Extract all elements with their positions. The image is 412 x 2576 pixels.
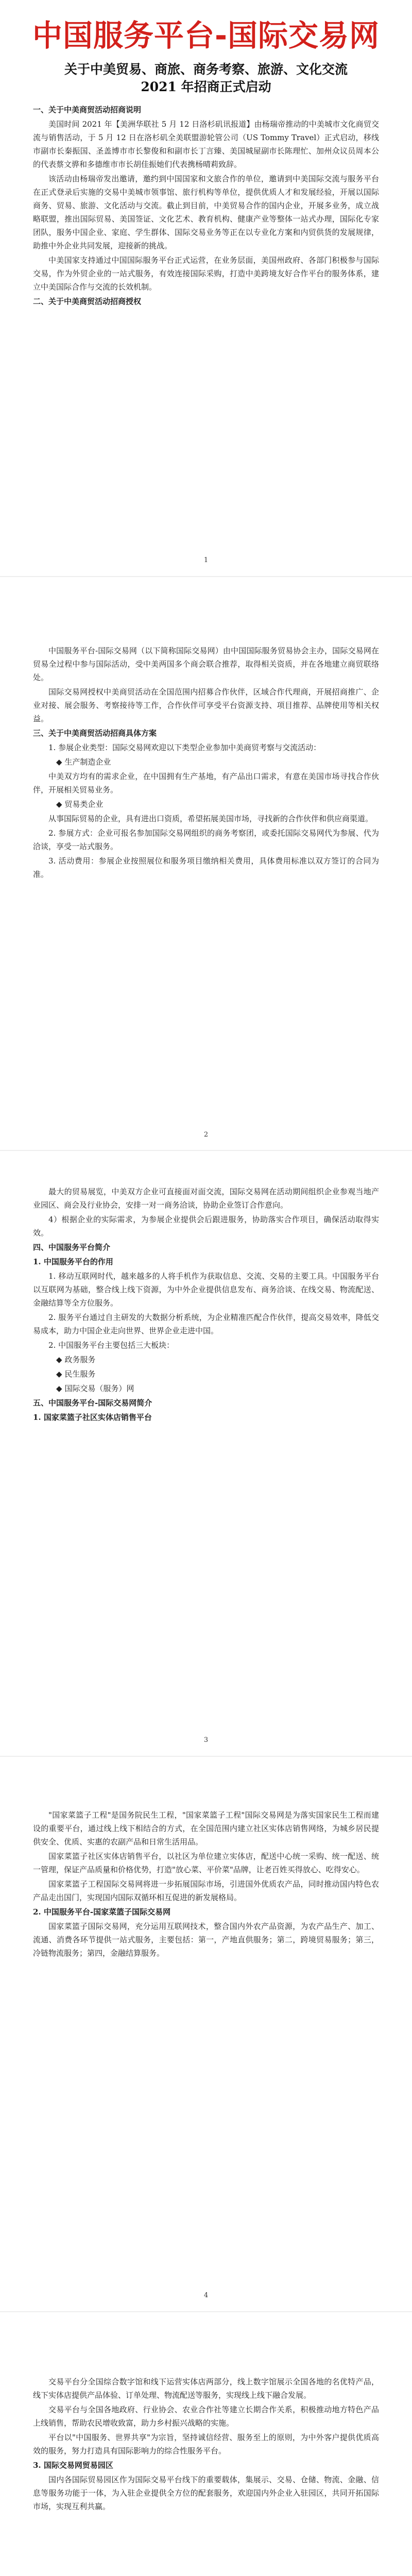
paragraph: 4）根据企业的实际需求，为参展企业提供会后跟进服务，协助落实合作项目，确保活动取得实效。: [33, 1215, 379, 1238]
bullet-item: ◆ 贸易类企业: [56, 800, 104, 809]
page-number: 1: [203, 556, 209, 564]
paragraph: 国内各国际贸易园区作为国际交易平台线下的重要载体，集展示、交易、仓储、物流、金融、信息等服务功能于一体，为入驻企业提供全方位的配套服务，欢迎国内外企业入驻园区，共同开拓国际市场，实现互利共赢。: [33, 2475, 379, 2511]
page-separator: [0, 2311, 412, 2312]
paragraph: 平台以"中国服务、世界共享"为宗旨，坚持诚信经营、服务至上的原则，为中外客户提供优质高效的服务，努力打造具有国际影响力的综合性服务平台。: [33, 2433, 379, 2455]
paragraph: 中美国家支持通过中国国际服务平台正式运营，在业务层面，美国州政府、各部门积极参与国际交易，作为外贸企业的一站式服务，有效连接国际采购，打造中美跨境友好合作平台的服务体系，建立中美国际合作与交流的长效机制。: [33, 256, 379, 292]
paragraph: 国家菜篮子国际交易网，充分运用互联网技术，整合国内外农产品资源，为农产品生产、加工、流通、消费各环节提供一站式服务，主要包括：第一，产地直供服务；第二，跨境贸易服务；第三，冷链物流服务；第四，金融结算服务。: [33, 1922, 379, 1958]
paragraph: 交易平台分全国综合数字馆和线下运营实体店两部分，线上数字馆展示全国各地的名优特产品，线下实体店提供产品体验、订单处理、物流配送等服务，实现线上线下融合发展。: [33, 2377, 379, 2400]
paragraph: "国家菜篮子工程"是国务院民生工程，"国家菜篮子工程"国际交易网是为落实国家民生工程而建设的重要平台，通过线上线下相结合的方式，在全国范围内建立社区实体店销售网络，为城乡居民提供安全、优质、实惠的农副产品和日常生活用品。: [33, 1810, 379, 1846]
paragraph: 最大的贸易展览，中美双方企业可直接面对面交流，国际交易网在活动期间组织企业参观当地产业园区、商会及行业协会，安排一对一商务洽谈，协助企业签订合作意向。: [33, 1187, 379, 1210]
bullet-text: 贸易类企业: [64, 800, 104, 809]
subsection-heading: 2. 中国服务平台-国家菜篮子国际交易网: [33, 1907, 171, 1917]
section-heading: 三、关于中美商贸活动招商具体方案: [33, 728, 157, 738]
section-heading: 四、中国服务平台简介: [33, 1243, 111, 1252]
bullet-text: 国际交易（服务）网: [64, 1384, 134, 1393]
section-3-4: [33, 1185, 379, 1425]
bullet-item: ◆ 政务服务: [56, 1355, 96, 1364]
paragraph: 交易平台与全国各地政府、行业协会、农业合作社等建立长期合作关系，积极推动地方特色产品上线销售，帮助农民增收致富，助力乡村振兴战略的实施。: [33, 2405, 379, 2428]
paragraph: 中美双方均有的需求企业，在中国拥有生产基地，有产品出口需求，有意在美国市场寻找合作伙伴，开展相关贸易业务。: [33, 772, 379, 794]
subsection-heading: 3. 国际交易网贸易园区: [33, 2461, 113, 2470]
page-number: 3: [203, 1736, 209, 1744]
paragraph: 1. 参展企业类型：国际交易网欢迎以下类型企业参加中美商贸考察与交流活动：: [48, 743, 321, 752]
document-title-line-2: 2021 年招商正式启动: [141, 79, 271, 94]
subsection-heading: 1. 中国服务平台的作用: [33, 1257, 113, 1266]
paragraph: 3. 活动费用：参展企业按照展位和服务项目缴纳相关费用，具体费用标准以双方签订的合同为准。: [33, 856, 379, 879]
paragraph: 国家菜篮子工程国际交易网将进一步拓展国际市场，引进国外优质农产品，同时推动国内特色农产品走出国门，实现国内国际双循环相互促进的新发展格局。: [33, 1879, 379, 1902]
page-number: 2: [203, 1131, 209, 1139]
page-separator: [0, 576, 412, 577]
bullet-item: ◆ 民生服务: [56, 1369, 96, 1379]
document-title-line-1: 关于中美贸易、商旅、商务考察、旅游、文化交流: [64, 62, 348, 77]
paragraph: 国家菜篮子社区实体店销售平台，以社区为单位建立实体店，配送中心统一采购、统一配送、统一管理，保证产品质量和价格优势，打造"放心菜、平价菜"品牌，让老百姓买得放心、吃得安心。: [33, 1852, 379, 1874]
paragraph: 2. 参展方式：企业可报名参加国际交易网组织的商务考察团，或委托国际交易网代为参展、代为洽谈，享受一站式服务。: [33, 828, 379, 851]
paragraph: 美国时间 2021 年【美洲华联社 5 月 12 日洛杉矶讯报道】由杨瑞帝推动的中美城市文化商贸交流与销售活动，于 5 月 12 日在洛杉矶全美联盟游轮管公司（US Tommy Travel）正式启动，移线市副市长秦振国、圣盖博市市长黎俊和和副市长丁言臻、美国城屋副市长陈理忙、加州众议员周本公的代表蔡文骅和多德维市市长胡佳振她们代表携杨晴莉致辞。: [33, 120, 379, 169]
paragraph: 国际交易网授权中美商贸活动在全国范围内招募合作伙伴，区域合作代理商，开展招商推广、企业对接、展会服务、考察接待等工作，合作伙伴可享受平台资源支持、项目推荐、品牌使用等相关权益。: [33, 687, 379, 723]
section-heading: 一、关于中美商贸活动招商说明: [33, 105, 142, 114]
bullet-item: ◆ 国际交易（服务）网: [56, 1384, 134, 1393]
brand-header: 中国服务平台-国际交易网: [32, 18, 380, 53]
paragraph: 2. 中国服务平台主要包括三大板块：: [48, 1341, 175, 1350]
bullet-text: 生产制造企业: [64, 757, 111, 767]
section-5: [33, 1808, 379, 1961]
section-6: [33, 2375, 379, 2514]
section-heading: 五、中国服务平台-国际交易网简介: [33, 1398, 152, 1408]
page-number: 4: [203, 2292, 209, 2299]
bullet-item: ◆ 生产制造企业: [56, 757, 111, 767]
paragraph: 1. 移动互联网时代，越来越多的人将手机作为获取信息、交流、交易的主要工具。中国服务平台以互联网为基础，整合线上线下资源，为中外企业提供信息发布、商务洽谈、在线交易、物流配送、金融结算等全方位服务。: [33, 1272, 379, 1308]
paragraph: 从事国际贸易的企业，具有进出口资质，希望拓展美国市场，寻找新的合作伙伴和供应商渠道。: [48, 814, 373, 823]
paragraph: 该活动由杨瑞帝发出邀请，邀约到中国国家和文旅合作的单位，邀请到中美国际交流与服务平台在正式登录后实施的交易中美城市领事馆、旅行机构等单位，提供优质人才和发展经验，开展以国际商务、贸易、旅游、文化活动与交流。截止到目前，中美贸易合作的国内企业，开展多业务，成立战略联盟，推出国际贸易、美国签证、文化艺术、教育机构、健康产业等整体一站式办理，国际化专家团队，服务中国企业、家庭、学生群体、国际交易业务等正在以专业化方案和内贸供货的发展规律，助推中外企业共同发展，迎接新的挑战。: [33, 174, 379, 250]
section-heading: 二、关于中美商贸活动招商授权: [33, 297, 142, 306]
bullet-text: 政务服务: [64, 1355, 96, 1364]
section-1: [33, 103, 379, 309]
section-2: [33, 644, 379, 882]
page-separator: [0, 1150, 412, 1151]
paragraph: 2. 服务平台通过自主研发的大数据分析系统，为企业精准匹配合作伙伴，提高交易效率，降低交易成本，助力中国企业走向世界、世界企业走进中国。: [33, 1313, 379, 1335]
bullet-text: 民生服务: [64, 1369, 96, 1379]
page-separator: [0, 1756, 412, 1757]
paragraph: 中国服务平台-国际交易网（以下简称国际交易网）由中国国际服务贸易协会主办，国际交易网在贸易全过程中参与国际活动，受中美两国多个商会联合推荐，取得相关资质，并在各地建立商贸联络处。: [33, 646, 379, 682]
subsection-heading: 1. 国家菜篮子社区实体店销售平台: [33, 1413, 152, 1422]
